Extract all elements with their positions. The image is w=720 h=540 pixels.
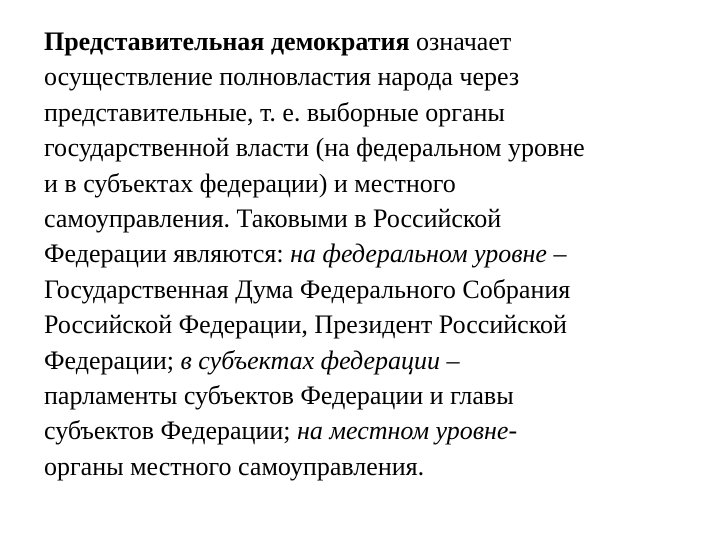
text-line-12 [44, 413, 704, 448]
text-line-10 [44, 343, 704, 378]
text-segment: означает [409, 27, 512, 56]
italic-local-level: на местном уровне [297, 416, 509, 446]
text-line-2: осуществление полновластия народа через [44, 62, 520, 92]
italic-subjects-level: в субъектах федерации [180, 345, 440, 375]
text-line-13: органы местного самоуправления. [44, 451, 425, 481]
term-heading: Представительная демократия [44, 27, 410, 56]
text-segment: – [546, 239, 567, 269]
text-line-8: Государственная Дума Федерального Собрания [44, 274, 571, 304]
text-line-3: представительные, т. е. выборные органы [44, 97, 505, 127]
text-segment: Федерации являются: [44, 239, 291, 269]
text-segment: - [508, 416, 518, 446]
text-segment: – [439, 345, 460, 375]
italic-federal-level: на федеральном уровне [290, 239, 547, 269]
text-line-4: государственной власти (на федеральном уровне [44, 133, 585, 163]
text-line-1 [44, 24, 704, 59]
text-paragraph [44, 24, 704, 484]
text-segment: Федерации; [44, 345, 181, 375]
text-line-11: парламенты субъектов Федерации и главы [44, 381, 514, 411]
text-line-5: и в субъектах федерации) и местного [44, 168, 456, 198]
text-segment: субъектов Федерации; [44, 416, 298, 446]
text-line-7 [44, 236, 704, 271]
text-line-9: Российской Федерации, Президент Российской [44, 310, 567, 340]
text-line-6: самоуправления. Таковыми в Российской [44, 204, 502, 234]
